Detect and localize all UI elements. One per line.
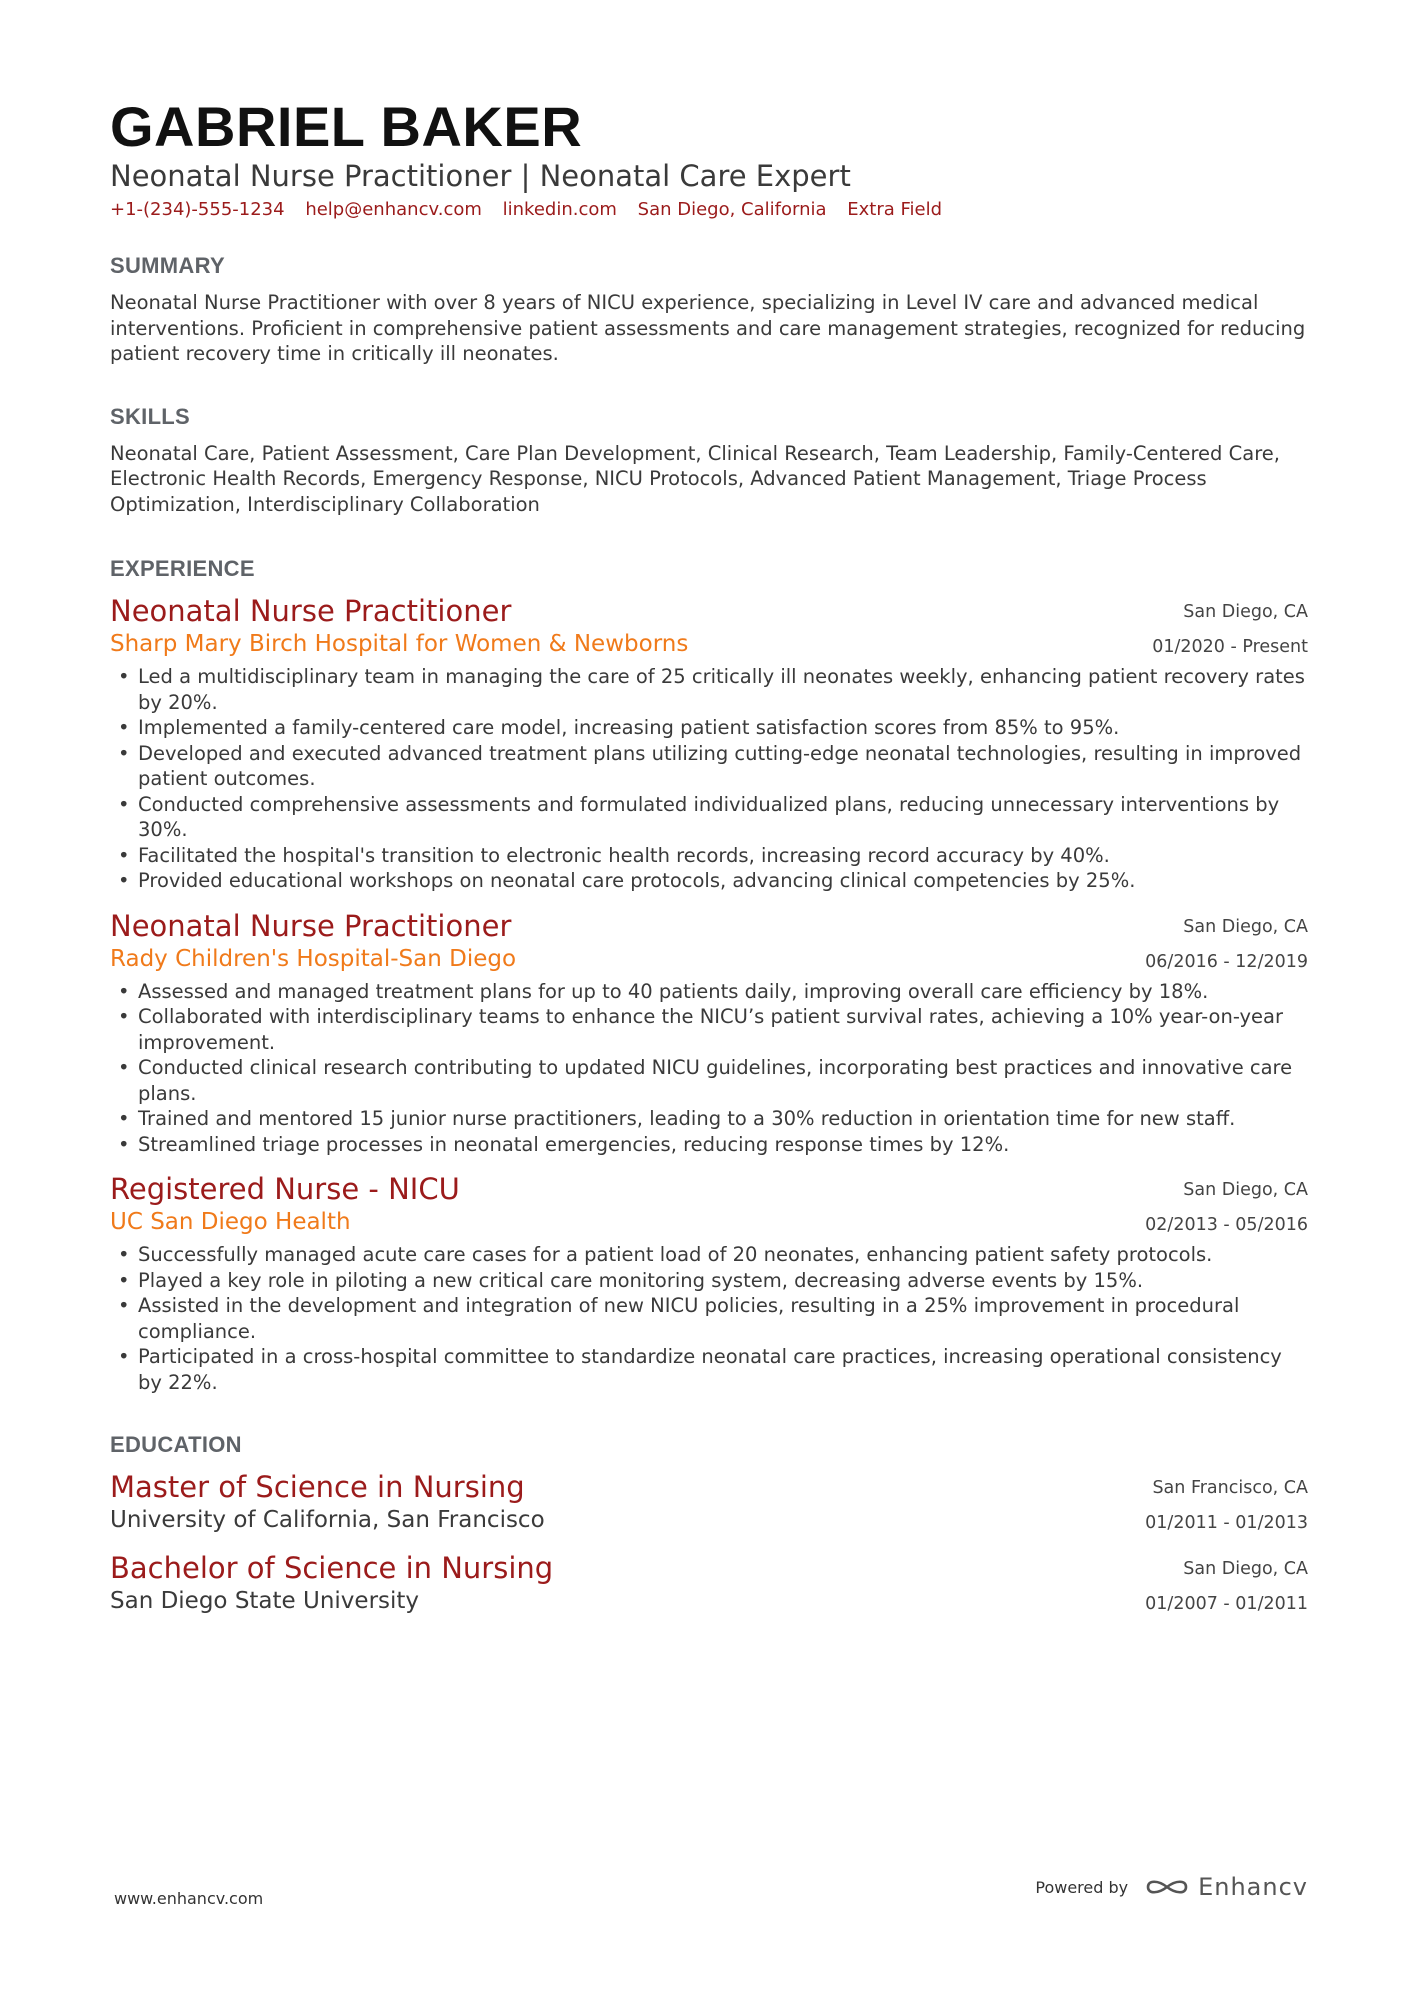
bullet-item: • Provided educational workshops on neonatal care protocols, advancing clinical competencies by 25%. [110,868,1308,894]
enhancv-logo-icon [1144,1875,1190,1899]
bullet-item: • Assisted in the development and integration of new NICU policies, resulting in a 25% improvement in procedural compliance. [110,1293,1308,1344]
education-dates: 01/2007 - 01/2011 [1145,1594,1308,1614]
resume-page [110,96,1308,1617]
school: University of California, San Francisco [110,1507,545,1533]
bullet-item: • Assessed and managed treatment plans for up to 40 patients daily, improving overall care efficiency by 18%. [110,979,1308,1005]
footer-website[interactable]: www.enhancv.com [114,1889,264,1908]
contact-extra: Extra Field [847,199,943,220]
bullet-item: • Collaborated with interdisciplinary teams to enhance the NICU’s patient survival rates, achieving a 10% year-on-year improvement. [110,1004,1308,1055]
education-entry [110,1469,1308,1536]
experience-entry [110,593,1308,894]
education-location: San Diego, CA [1183,1559,1308,1579]
contact-bar [110,196,1308,224]
brand-logo[interactable] [1144,1873,1308,1901]
bullet-item: • Conducted comprehensive assessments and formulated individualized plans, reducing unnecessary interventions by 30%. [110,792,1308,843]
job-location: San Diego, CA [1183,1180,1308,1200]
employer: UC San Diego Health [110,1209,351,1235]
job-title: Registered Nurse - NICU [110,1172,460,1206]
education-entry [110,1550,1308,1617]
education-location: San Francisco, CA [1152,1478,1308,1498]
job-dates: 02/2013 - 05/2016 [1145,1215,1308,1235]
bullet-item: • Played a key role in piloting a new critical care monitoring system, decreasing adverse events by 15%. [110,1268,1308,1294]
bullet-item: • Led a multidisciplinary team in managing the care of 25 critically ill neonates weekly, enhancing patient recovery rates by 20%. [110,664,1308,715]
contact-location: San Diego, California [637,199,827,220]
degree: Bachelor of Science in Nursing [110,1551,554,1585]
contact-linkedin[interactable]: linkedin.com [502,199,617,220]
bullet-item: • Conducted clinical research contributing to updated NICU guidelines, incorporating best practices and innovative care plans. [110,1055,1308,1106]
job-dates: 01/2020 - Present [1152,637,1308,657]
degree: Master of Science in Nursing [110,1470,525,1504]
job-location: San Diego, CA [1183,916,1308,937]
education-meta [1145,1471,1308,1541]
employer: Sharp Mary Birch Hospital for Women & Newborns [110,631,689,657]
powered-by-label: Powered by [1035,1877,1129,1897]
job-title: Neonatal Nurse Practitioner [110,908,512,943]
bullet-item: • Trained and mentored 15 junior nurse practitioners, leading to a 30% reduction in orientation time for new staff. [110,1106,1308,1132]
bullet-item: • Successfully managed acute care cases for a patient load of 20 neonates, enhancing patient safety protocols. [110,1242,1308,1268]
job-meta [1145,910,1308,980]
job-bullets [110,664,1308,894]
job-location: San Diego, CA [1183,602,1308,622]
job-meta [1145,1173,1308,1243]
candidate-name: GABRIEL BAKER [110,95,583,158]
employer: Rady Children's Hospital-San Diego [110,945,517,972]
experience-entry [110,1171,1308,1395]
experience-entry [110,908,1308,1158]
education-heading: EDUCATION [110,1432,242,1457]
footer-branding [1035,1873,1308,1901]
education-meta [1145,1552,1308,1622]
bullet-item: • Streamlined triage processes in neonatal emergencies, reducing response times by 12%. [110,1132,1308,1158]
skills-heading: SKILLS [110,403,191,429]
contact-phone[interactable]: +1-(234)-555-1234 [110,199,285,220]
bullet-item: • Implemented a family-centered care model, increasing patient satisfaction scores from 85% to 95%. [110,715,1308,741]
job-meta [1152,595,1308,665]
headline: Neonatal Nurse Practitioner | Neonatal Care Expert [110,159,851,193]
bullet-item: • Participated in a cross-hospital committee to standardize neonatal care practices, increasing operational consistency by 22%. [110,1344,1308,1395]
job-bullets [110,1242,1308,1395]
school: San Diego State University [110,1588,420,1614]
summary-text: Neonatal Nurse Practitioner with over 8 years of NICU experience, specializing in Level IV care and advanced medical interventions. Proficient in comprehensive patient assessments and care management strategies, recognized for reducing patient recovery time in critically ill neonates. [110,291,1306,365]
brand-name: Enhancv [1198,1873,1308,1901]
job-bullets [110,979,1308,1158]
job-title: Neonatal Nurse Practitioner [110,594,512,628]
education-dates: 01/2011 - 01/2013 [1145,1513,1308,1533]
summary-heading: SUMMARY [110,253,225,278]
bullet-item: • Facilitated the hospital's transition to electronic health records, increasing record accuracy by 40%. [110,843,1308,869]
job-dates: 06/2016 - 12/2019 [1145,951,1308,972]
skills-text: Neonatal Care, Patient Assessment, Care Plan Development, Clinical Research, Team Leadership, Family-Centered Care, Electronic Health Records, Emergency Response, NICU Protocols, Advanced Patient Management, Triage Process Optimization, Interdisciplinary Collaboration [110,441,1280,516]
contact-email[interactable]: help@enhancv.com [305,199,482,220]
experience-heading: EXPERIENCE [110,556,255,581]
bullet-item: • Developed and executed advanced treatment plans utilizing cutting-edge neonatal technologies, resulting in improved patient outcomes. [110,741,1308,792]
